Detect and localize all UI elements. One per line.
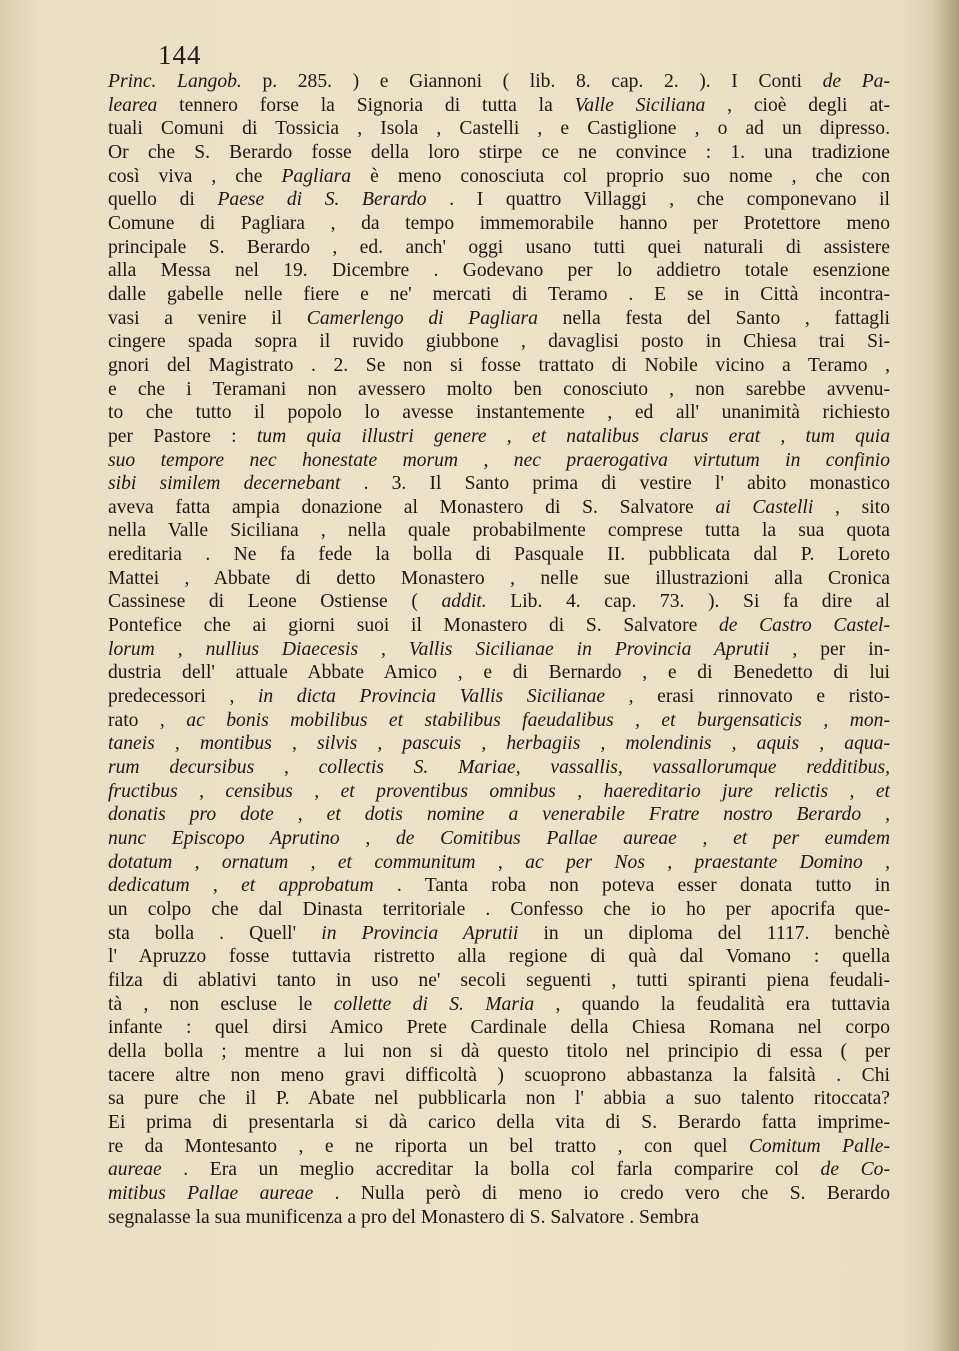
text-line [108,685,890,709]
text-line [108,401,890,425]
italic-segment: taneis , montibus , silvis , pascuis , herbagiis , molendinis , aquis , aqua- [108,733,890,755]
text-line [108,94,890,118]
text-segment: . I quattro Villaggi , che componevano il [426,189,890,211]
italic-segment: aureae [108,1159,162,1181]
italic-segment: de Co- [820,1159,890,1181]
text-segment: , cioè degli at- [705,94,890,116]
text-segment: tennero forse la Signoria di tutta la [157,94,575,116]
body-text [108,70,890,1229]
text-line [108,449,890,473]
text-segment: sta bolla . Quell' [108,922,322,944]
text-segment: gnori del Magistrato . 2. Se non si fosse trattato di Nobile vicino a Teramo , [108,354,890,376]
text-segment: così viva , che [108,165,282,187]
text-line [108,638,890,662]
text-line [108,590,890,614]
italic-segment: ac bonis mobilibus et stabilibus faeudalibus , et burgensaticis , mon- [186,709,890,731]
text-segment: aveva fatta ampia donazione al Monastero di S. Salvatore [108,496,716,518]
text-segment: vasi a venire il [108,307,307,329]
text-line [108,1111,890,1135]
text-line [108,519,890,543]
text-segment: Or che S. Berardo fosse della loro stirpe ce ne convince : 1. una tradizione [108,141,890,163]
text-line [108,803,890,827]
text-segment: un colpo che dal Dinasta territoriale . Confesso che io ho per apocrifa que- [108,898,890,920]
italic-segment: in Provincia Aprutii [321,922,519,944]
text-segment: tacere altre non meno gravi difficoltà ) scuoprono abbastanza la falsità . Chi [108,1064,890,1086]
text-line [108,922,890,946]
text-line [108,117,890,141]
text-segment: ereditaria . Ne fa fede la bolla di Pasquale II. pubblicata dal P. Loreto [108,544,890,566]
text-line [108,780,890,804]
page-number: 144 [158,40,202,70]
text-line [108,874,890,898]
text-segment: quello di [108,189,218,211]
text-segment: è meno conosciuta col proprio suo nome , che con [351,165,890,187]
text-segment: e che i Teramani non avessero molto ben conosciuto , non sarebbe avvenu- [108,378,890,400]
text-line [108,756,890,780]
text-line [108,945,890,969]
text-segment: . Nulla però di meno io credo vero che S. Berardo [313,1182,890,1204]
italic-segment: addit. [441,591,487,613]
page-edge-shadow [933,0,959,1351]
text-line [108,614,890,638]
text-segment: nella Valle Siciliana , nella quale probabilmente comprese tutta la sua quota [108,520,890,542]
italic-segment: Valle Siciliana [574,94,706,116]
text-line [108,851,890,875]
text-line [108,709,890,733]
text-segment: , [358,638,409,660]
text-segment: to che tutto il popolo lo avesse instantemente , ed all' unanimità richiesto [108,402,890,424]
italic-segment: nunc Episcopo Aprutino , de Comitibus Pallae aureae , et per eumdem [108,828,890,849]
text-line [108,1016,890,1040]
text-line [108,543,890,567]
text-segment: dalle gabelle nelle fiere e ne' mercati di Teramo . E se in Città incontra- [108,283,890,305]
text-segment: , per in- [769,638,890,660]
italic-segment: nullius Diaecesis [205,638,359,660]
italic-segment: donatis pro dote , et dotis nomine a venerabile Fratre nostro Berardo , [108,804,890,826]
text-segment: filza di ablativi tanto in uso ne' secoli seguenti , tutti spiranti piena feudali- [108,969,890,991]
text-line [108,236,890,260]
text-line [108,188,890,212]
italic-segment: Vallis Sicilianae in Provincia Aprutii [408,638,770,660]
text-line [108,307,890,331]
text-segment: principale S. Berardo , ed. anch' oggi usano tutti quei naturali di assistere [108,236,890,258]
italic-segment: Pagliara [281,165,352,187]
text-line [108,1182,890,1206]
text-line [108,472,890,496]
italic-segment: mitibus Pallae aureae [108,1182,314,1204]
italic-segment: dedicatum , et approbatum [108,875,374,897]
text-segment: . 3. Il Santo prima di vestire l' abito monastico [340,473,890,495]
text-line [108,212,890,236]
text-segment: Comune di Pagliara , da tempo immemorabile hanno per Protettore meno [108,212,890,234]
italic-segment: Comitum Palle- [748,1135,891,1157]
italic-segment: ai Castelli [715,496,814,518]
text-line [108,165,890,189]
italic-segment: Camerlengo di Pagliara [306,307,538,329]
text-line [108,993,890,1017]
text-line [108,330,890,354]
text-segment: della bolla ; mentre a lui non si dà questo titolo nel principio di essa ( per [108,1040,890,1062]
text-line [108,1206,890,1230]
text-segment: per Pastore : [108,425,257,447]
text-segment: Pontefice che ai giorni suoi il Monastero di S. Salvatore [108,615,719,637]
italic-segment: suo tempore nec honestate morum , nec praerogativa virtutum in confinio [108,449,890,471]
text-segment: alla Messa nel 19. Dicembre . Godevano per lo addietro totale esenzione [108,260,890,282]
text-line [108,827,890,851]
text-segment: , erasi rinnovato e risto- [605,686,890,708]
italic-segment: rum decursibus , collectis S. Mariae, vassallis, vassallorumque redditibus, [108,757,890,779]
text-line [108,259,890,283]
text-line [108,1040,890,1064]
text-line [108,1158,890,1182]
text-line [108,732,890,756]
text-line [108,70,890,94]
text-segment: . Era un meglio accreditar la bolla col farla comparire col [161,1159,821,1181]
italic-segment: in dicta Provincia Vallis Sicilianae [257,686,606,708]
text-segment: dustria dell' attuale Abbate Amico , e di Bernardo , e di Benedetto di lui [108,662,890,684]
text-segment: p. 285. ) e Giannoni ( lib. 8. cap. 2. ). I Conti [241,71,823,92]
text-segment: , [154,638,206,660]
italic-segment: de Castro Castel- [718,615,890,637]
text-line [108,425,890,449]
text-segment: tà , non escluse le [108,993,334,1015]
text-line [108,898,890,922]
italic-segment: Princ. Langob. [108,71,242,92]
text-segment: infante : quel dirsi Amico Prete Cardinale della Chiesa Romana nel corpo [108,1017,890,1039]
italic-segment: lorum [108,638,155,660]
italic-segment: dotatum , ornatum , et communitum , ac per Nos , praestante Domino , [108,851,890,873]
italic-segment: tum quia illustri genere , et natalibus clarus erat , tum quia [256,425,891,447]
text-line [108,661,890,685]
italic-segment: de Pa- [822,71,891,92]
italic-segment: fructibus , censibus , et proventibus omnibus , haereditario jure relictis , et [108,780,890,802]
text-segment: Lib. 4. cap. 73. ). Si fa dire al [486,591,891,613]
text-segment: predecessori , [108,686,258,708]
text-segment: Cassinese di Leone Ostiense ( [108,591,442,613]
text-segment: . Tanta roba non poteva esser donata tutto in [373,875,890,897]
text-segment: rato , [108,709,187,731]
text-segment: cingere spada sopra il ruvido giubbone , davaglisi posto in Chiesa trai Si- [108,331,890,353]
text-segment: segnalasse la sua munificenza a pro del Monastero di S. Salvatore . Sembra [108,1206,699,1228]
text-segment: Ei prima di presentarla si dà carico della vita di S. Berardo fatta imprime- [108,1111,890,1133]
text-segment: , sito [813,496,890,518]
text-line [108,283,890,307]
text-segment: , quando la feudalità era tuttavia [534,993,890,1015]
text-line [108,1135,890,1159]
text-line [108,969,890,993]
text-segment: in un diploma del 1117. benchè [518,922,890,944]
text-line [108,1087,890,1111]
text-line [108,378,890,402]
italic-segment: collette di S. Maria [333,993,535,1015]
text-segment: tuali Comuni di Tossicia , Isola , Castelli , e Castiglione , o ad un dipresso. [108,118,890,140]
text-line [108,1064,890,1088]
text-line [108,141,890,165]
text-line [108,354,890,378]
italic-segment: Paese di S. Berardo [217,189,427,211]
text-segment: re da Montesanto , e ne riporta un bel tratto , con quel [108,1135,749,1157]
italic-segment: learea [108,94,158,116]
text-segment: l' Apruzzo fosse tuttavia ristretto alla regione di quà dal Vomano : quella [108,946,890,968]
italic-segment: sibi similem decernebant [108,473,341,495]
text-line [108,567,890,591]
text-segment: sa pure che il P. Abate nel pubblicarla non l' abbia a suo talento ritoccata? [108,1088,890,1110]
text-segment: nella festa del Santo , fattagli [537,307,890,329]
text-line [108,496,890,520]
text-segment: Mattei , Abbate di detto Monastero , nelle sue illustrazioni alla Cronica [108,567,890,589]
